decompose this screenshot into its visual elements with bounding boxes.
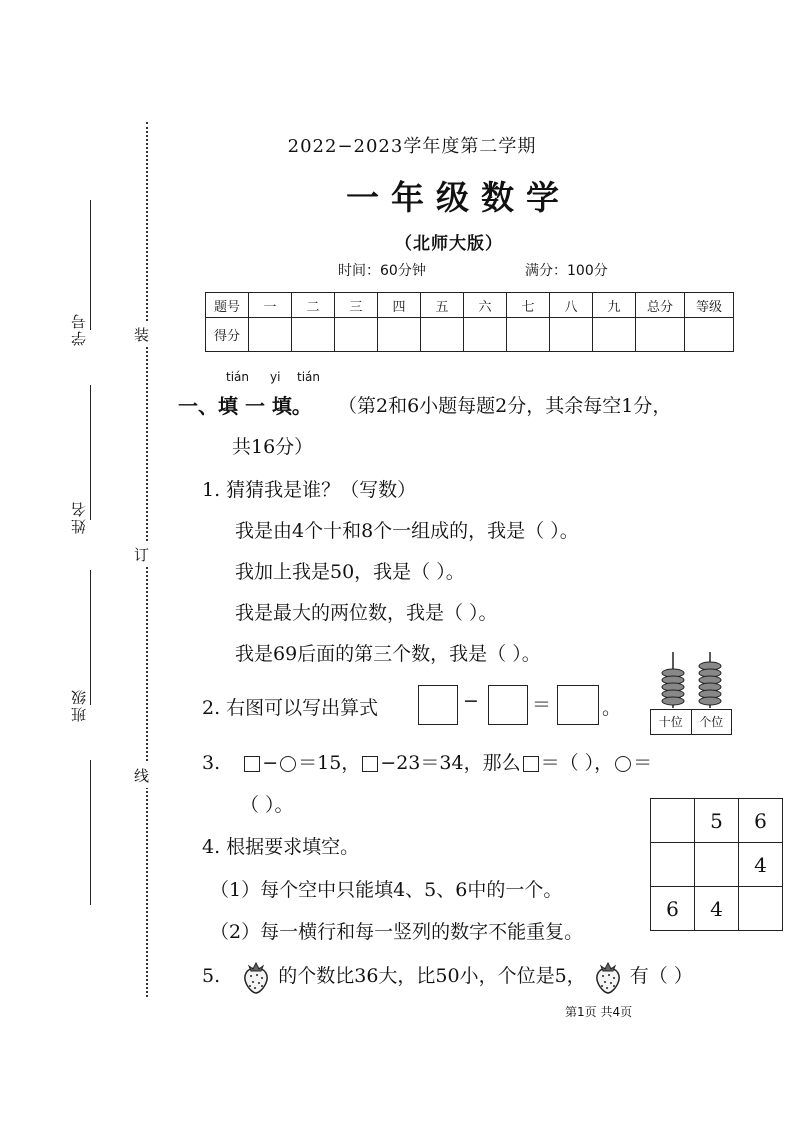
- score-row-label: 得分: [206, 318, 249, 352]
- abacus-figure: [648, 648, 732, 738]
- grid-cell: 4: [695, 887, 739, 931]
- question-2-end: 。: [602, 697, 622, 719]
- circle-symbol: [280, 756, 296, 772]
- abacus-ones-label: 个位: [699, 715, 724, 729]
- section-heading: 一、填 一 填。: [178, 394, 312, 418]
- blank-line: [90, 760, 91, 905]
- question-2-text: 2. 右图可以写出算式: [202, 697, 379, 719]
- strawberry-icon: [240, 960, 272, 994]
- grid-cell[interactable]: [651, 799, 695, 843]
- time-limit: 时间：60分钟: [338, 263, 426, 279]
- student-id-line: [90, 200, 91, 330]
- score-cell: 六: [464, 293, 507, 318]
- score-input-cell[interactable]: [636, 318, 685, 352]
- answer-box-3[interactable]: [557, 685, 599, 725]
- score-input-cell[interactable]: [378, 318, 421, 352]
- q3-text-3: ＝（ ），: [540, 752, 614, 774]
- score-input-cell[interactable]: [421, 318, 464, 352]
- section-scoring-2: 共16分）: [232, 436, 314, 458]
- score-cell: 一: [249, 293, 292, 318]
- score-cell: 五: [421, 293, 464, 318]
- score-input-cell[interactable]: [335, 318, 378, 352]
- binding-char-zhuang: 装: [134, 322, 149, 347]
- question-4-rule-2: （2）每一横行和每一竖列的数字不能重复。: [210, 921, 584, 943]
- question-3-number: 3.: [202, 752, 221, 774]
- question-1-line-1: 我是由4个十和8个一组成的，我是（ ）。: [235, 520, 579, 542]
- edition-label: （北师大版）: [395, 234, 503, 254]
- circle-symbol: [615, 756, 631, 772]
- score-input-cell[interactable]: [593, 318, 636, 352]
- question-1-title: 1. 猜猜我是谁？（写数）: [202, 479, 417, 501]
- square-symbol: [523, 756, 539, 772]
- term-heading: 2022−2023学年度第二学期: [287, 136, 537, 157]
- score-cell: 八: [550, 293, 593, 318]
- question-1-line-2: 我加上我是50，我是（ ）。: [235, 561, 465, 583]
- question-4-rule-1: （1）每个空中只能填4、5、6中的一个。: [210, 879, 563, 901]
- score-input-cell[interactable]: [464, 318, 507, 352]
- q3-text-2: −23＝34，那么: [380, 752, 521, 774]
- grid-cell: 5: [695, 799, 739, 843]
- square-symbol: [362, 756, 378, 772]
- minus-sign: −: [463, 690, 479, 712]
- abacus-tens-label: 十位: [651, 710, 692, 734]
- class-line: [90, 570, 91, 705]
- question-1-line-4: 我是69后面的第三个数，我是（ ）。: [235, 643, 541, 665]
- grid-cell[interactable]: [739, 887, 783, 931]
- score-input-cell[interactable]: [292, 318, 335, 352]
- score-input-cell[interactable]: [685, 318, 734, 352]
- score-cell: 七: [507, 293, 550, 318]
- score-table-score-row: [206, 318, 734, 352]
- question-5-text-1: 的个数比36大，比50小，个位是5，: [278, 965, 586, 987]
- binding-char-xian: 线: [134, 763, 149, 788]
- question-5-text-2: 有（ ）: [629, 965, 693, 987]
- answer-box-1[interactable]: [418, 685, 458, 725]
- score-table: [205, 292, 734, 352]
- abacus-base: [650, 709, 732, 735]
- grid-row: [651, 843, 783, 887]
- student-id-label: 学号: [70, 312, 88, 346]
- page-footer: 第1页 共4页: [565, 1005, 633, 1019]
- equals-sign: ＝: [532, 694, 552, 716]
- question-1-line-3: 我是最大的两位数，我是（ ）。: [235, 602, 498, 624]
- q3-minus: −: [262, 752, 279, 774]
- score-input-cell[interactable]: [507, 318, 550, 352]
- grid-cell: 4: [739, 843, 783, 887]
- question-4-title: 4. 根据要求填空。: [202, 836, 360, 858]
- sudoku-grid: [650, 798, 783, 931]
- grid-row: [651, 799, 783, 843]
- exam-title: 一年级数学: [346, 178, 571, 217]
- question-3: [202, 748, 652, 775]
- score-cell: 等级: [685, 293, 734, 318]
- abacus-icon: [648, 648, 732, 710]
- grid-cell: 6: [739, 799, 783, 843]
- square-symbol: [244, 756, 260, 772]
- score-input-cell[interactable]: [550, 318, 593, 352]
- question-5-number: 5.: [202, 965, 221, 987]
- class-label: 班级: [70, 688, 88, 722]
- binding-char-ding: 订: [134, 542, 149, 567]
- question-5: [202, 960, 693, 994]
- grid-cell[interactable]: [695, 843, 739, 887]
- score-input-cell[interactable]: [249, 318, 292, 352]
- grid-row: [651, 887, 783, 931]
- score-cell: 九: [593, 293, 636, 318]
- name-label: 姓名: [70, 500, 88, 534]
- strawberry-icon: [592, 960, 624, 994]
- pinyin-tian-2: tián: [297, 370, 320, 384]
- score-cell: 三: [335, 293, 378, 318]
- pinyin-yi: yi: [270, 370, 281, 384]
- question-3-line-2: （ ）。: [240, 794, 294, 816]
- answer-box-2[interactable]: [488, 685, 528, 725]
- grid-cell: 6: [651, 887, 695, 931]
- score-table-header-row: [206, 293, 734, 318]
- score-cell: 四: [378, 293, 421, 318]
- q3-text-1: ＝15，: [298, 752, 361, 774]
- name-line: [90, 385, 91, 520]
- grid-cell[interactable]: [651, 843, 695, 887]
- score-cell: 二: [292, 293, 335, 318]
- section-scoring: （第2和6小题每题2分，其余每空1分，: [338, 395, 672, 417]
- q3-text-4: ＝: [633, 752, 653, 774]
- score-cell: 题号: [206, 293, 249, 318]
- pinyin-tian: tián: [226, 370, 249, 384]
- score-cell: 总分: [636, 293, 685, 318]
- full-score: 满分：100分: [525, 263, 608, 279]
